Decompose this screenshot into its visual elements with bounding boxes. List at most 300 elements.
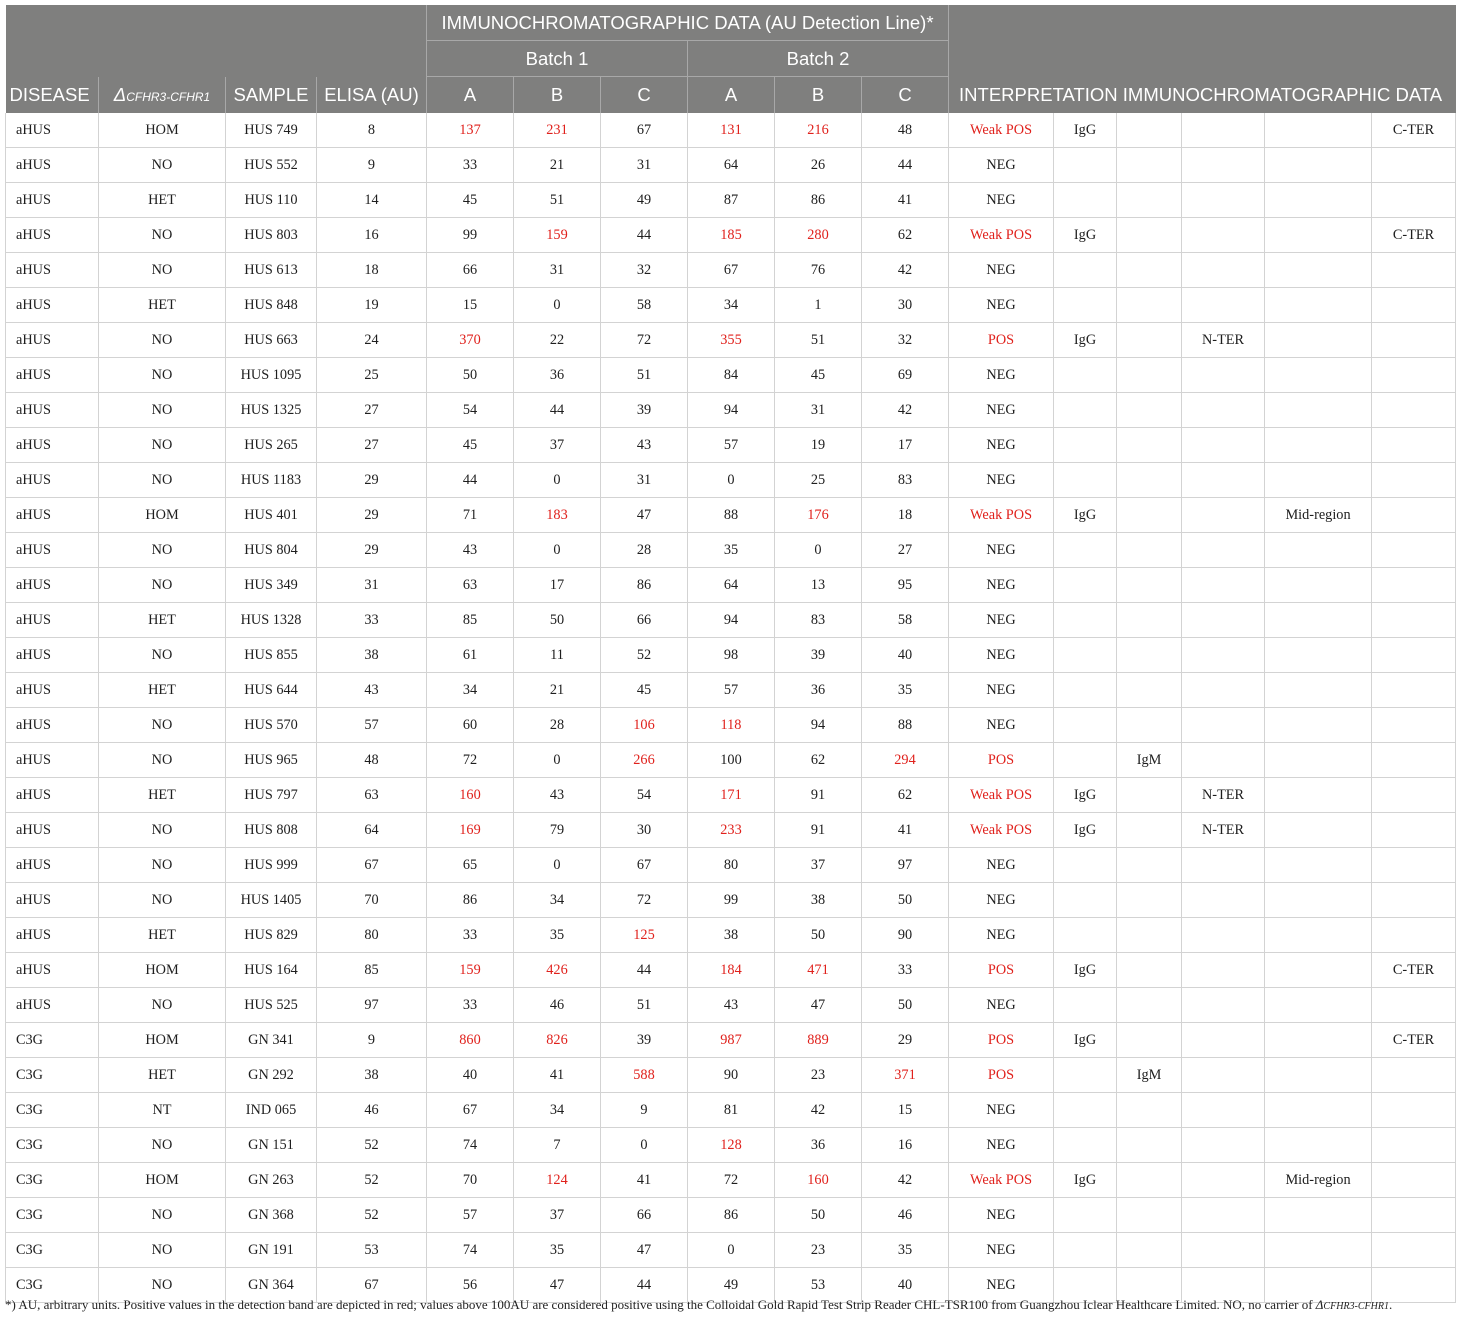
cell-n-ter	[1182, 183, 1265, 218]
cell-batch2-a: 99	[688, 883, 775, 918]
cell-igg	[1054, 848, 1117, 883]
cell-batch1-b: 231	[514, 113, 601, 148]
cell-delta: HET	[99, 778, 226, 813]
cell-interpretation: NEG	[949, 183, 1054, 218]
cell-mid-region: Mid-region	[1265, 1163, 1372, 1198]
cell-elisa: 25	[317, 358, 427, 393]
cell-disease: aHUS	[6, 918, 99, 953]
footnote	[5, 1297, 1460, 1313]
cell-delta: HOM	[99, 953, 226, 988]
table-row	[6, 533, 1456, 568]
cell-elisa: 63	[317, 778, 427, 813]
cell-disease: C3G	[6, 1128, 99, 1163]
cell-batch2-c: 90	[862, 918, 949, 953]
table-row	[6, 813, 1456, 848]
cell-batch2-b: 42	[775, 1093, 862, 1128]
cell-batch1-c: 72	[601, 323, 688, 358]
cell-igg	[1054, 253, 1117, 288]
cell-batch2-a: 43	[688, 988, 775, 1023]
cell-sample: HUS 803	[226, 218, 317, 253]
cell-n-ter: N-TER	[1182, 778, 1265, 813]
cell-c-ter	[1372, 1128, 1456, 1163]
cell-mid-region	[1265, 1058, 1372, 1093]
cell-batch2-c: 42	[862, 393, 949, 428]
cell-batch1-c: 58	[601, 288, 688, 323]
cell-batch1-c: 125	[601, 918, 688, 953]
cell-disease: C3G	[6, 1163, 99, 1198]
cell-interpretation: NEG	[949, 603, 1054, 638]
table-row	[6, 253, 1456, 288]
table-row	[6, 1128, 1456, 1163]
cell-batch2-c: 42	[862, 1163, 949, 1198]
cell-elisa: 64	[317, 813, 427, 848]
cell-igm	[1117, 638, 1182, 673]
cell-batch2-b: 1	[775, 288, 862, 323]
cell-igm	[1117, 183, 1182, 218]
cell-batch2-b: 23	[775, 1058, 862, 1093]
cell-elisa: 53	[317, 1233, 427, 1268]
header-blank	[6, 5, 427, 77]
cell-batch2-a: 81	[688, 1093, 775, 1128]
cell-c-ter	[1372, 393, 1456, 428]
cell-mid-region	[1265, 813, 1372, 848]
cell-c-ter	[1372, 358, 1456, 393]
table-row	[6, 113, 1456, 148]
cell-mid-region	[1265, 218, 1372, 253]
cell-batch1-b: 51	[514, 183, 601, 218]
cell-interpretation: NEG	[949, 1268, 1054, 1303]
table-row	[6, 568, 1456, 603]
cell-igm	[1117, 218, 1182, 253]
cell-disease: aHUS	[6, 953, 99, 988]
cell-batch1-a: 160	[427, 778, 514, 813]
cell-batch1-b: 34	[514, 883, 601, 918]
col-header-disease: DISEASE	[6, 77, 99, 114]
cell-delta: NO	[99, 393, 226, 428]
cell-batch1-b: 46	[514, 988, 601, 1023]
cell-batch1-b: 35	[514, 1233, 601, 1268]
cell-batch2-c: 15	[862, 1093, 949, 1128]
cell-batch1-b: 50	[514, 603, 601, 638]
cell-c-ter	[1372, 778, 1456, 813]
cell-sample: HUS 570	[226, 708, 317, 743]
table-row	[6, 183, 1456, 218]
cell-batch1-a: 56	[427, 1268, 514, 1303]
cell-interpretation: Weak POS	[949, 113, 1054, 148]
cell-batch1-b: 43	[514, 778, 601, 813]
cell-igm	[1117, 813, 1182, 848]
cell-batch2-a: 98	[688, 638, 775, 673]
cell-batch1-c: 43	[601, 428, 688, 463]
cell-batch1-b: 44	[514, 393, 601, 428]
cell-n-ter	[1182, 288, 1265, 323]
cell-interpretation: NEG	[949, 148, 1054, 183]
col-header-delta	[99, 77, 226, 114]
cell-batch1-b: 22	[514, 323, 601, 358]
cell-interpretation: NEG	[949, 358, 1054, 393]
cell-sample: HUS 1095	[226, 358, 317, 393]
cell-delta: NO	[99, 1233, 226, 1268]
cell-delta: NO	[99, 1198, 226, 1233]
cell-batch1-b: 36	[514, 358, 601, 393]
cell-batch2-a: 80	[688, 848, 775, 883]
table-row	[6, 953, 1456, 988]
cell-sample: HUS 525	[226, 988, 317, 1023]
footnote-text: *) AU, arbitrary units. Positive values in the detection band are depicted in red; values above 100AU are considered positive using the Colloidal Gold Rapid Test Strip Reader CHL-TSR100 from Guangzhou Iclear Healthcare Limited. NO, no carrier of	[5, 1297, 1316, 1312]
table-row	[6, 988, 1456, 1023]
cell-batch2-b: 91	[775, 778, 862, 813]
cell-elisa: 9	[317, 148, 427, 183]
cell-batch2-b: 50	[775, 1198, 862, 1233]
cell-disease: C3G	[6, 1093, 99, 1128]
header-blank-right	[949, 5, 1456, 77]
table-row	[6, 148, 1456, 183]
cell-batch2-c: 35	[862, 1233, 949, 1268]
cell-elisa: 14	[317, 183, 427, 218]
cell-mid-region	[1265, 533, 1372, 568]
cell-igm	[1117, 253, 1182, 288]
cell-batch1-c: 45	[601, 673, 688, 708]
cell-batch1-c: 51	[601, 358, 688, 393]
table-row	[6, 1058, 1456, 1093]
cell-igm	[1117, 918, 1182, 953]
cell-batch2-b: 37	[775, 848, 862, 883]
cell-elisa: 29	[317, 498, 427, 533]
cell-elisa: 9	[317, 1023, 427, 1058]
cell-batch1-c: 588	[601, 1058, 688, 1093]
cell-sample: HUS 1183	[226, 463, 317, 498]
cell-interpretation: NEG	[949, 708, 1054, 743]
cell-disease: aHUS	[6, 638, 99, 673]
cell-interpretation: Weak POS	[949, 1163, 1054, 1198]
cell-mid-region	[1265, 708, 1372, 743]
cell-batch2-c: 42	[862, 253, 949, 288]
cell-mid-region	[1265, 638, 1372, 673]
cell-elisa: 97	[317, 988, 427, 1023]
cell-batch1-b: 37	[514, 428, 601, 463]
cell-n-ter	[1182, 673, 1265, 708]
cell-disease: aHUS	[6, 813, 99, 848]
cell-batch2-a: 49	[688, 1268, 775, 1303]
cell-batch1-b: 37	[514, 1198, 601, 1233]
cell-mid-region	[1265, 428, 1372, 463]
cell-batch1-b: 21	[514, 148, 601, 183]
cell-sample: GN 263	[226, 1163, 317, 1198]
cell-igg	[1054, 988, 1117, 1023]
cell-batch1-a: 74	[427, 1128, 514, 1163]
cell-elisa: 27	[317, 428, 427, 463]
cell-igm	[1117, 1128, 1182, 1163]
cell-interpretation: NEG	[949, 253, 1054, 288]
cell-igg	[1054, 638, 1117, 673]
cell-c-ter	[1372, 148, 1456, 183]
cell-batch1-b: 159	[514, 218, 601, 253]
cell-n-ter	[1182, 218, 1265, 253]
cell-disease: aHUS	[6, 463, 99, 498]
cell-sample: GN 191	[226, 1233, 317, 1268]
cell-igg	[1054, 883, 1117, 918]
cell-disease: C3G	[6, 1198, 99, 1233]
cell-disease: aHUS	[6, 708, 99, 743]
cell-batch2-a: 355	[688, 323, 775, 358]
cell-mid-region: Mid-region	[1265, 498, 1372, 533]
cell-batch2-a: 118	[688, 708, 775, 743]
cell-batch2-b: 13	[775, 568, 862, 603]
cell-batch2-b: 50	[775, 918, 862, 953]
cell-delta: NO	[99, 428, 226, 463]
cell-elisa: 29	[317, 533, 427, 568]
cell-interpretation: Weak POS	[949, 813, 1054, 848]
cell-igm: IgM	[1117, 743, 1182, 778]
cell-igm	[1117, 428, 1182, 463]
cell-sample: GN 151	[226, 1128, 317, 1163]
cell-interpretation: NEG	[949, 1128, 1054, 1163]
cell-batch1-a: 71	[427, 498, 514, 533]
cell-batch1-c: 47	[601, 498, 688, 533]
cell-sample: GN 364	[226, 1268, 317, 1303]
cell-sample: GN 368	[226, 1198, 317, 1233]
cell-igg	[1054, 918, 1117, 953]
cell-n-ter	[1182, 918, 1265, 953]
cell-batch2-c: 97	[862, 848, 949, 883]
cell-n-ter	[1182, 1163, 1265, 1198]
cell-igg	[1054, 148, 1117, 183]
cell-batch1-a: 44	[427, 463, 514, 498]
cell-disease: aHUS	[6, 148, 99, 183]
cell-igm	[1117, 883, 1182, 918]
cell-elisa: 46	[317, 1093, 427, 1128]
cell-delta: HET	[99, 603, 226, 638]
cell-batch1-c: 47	[601, 1233, 688, 1268]
cell-igm	[1117, 393, 1182, 428]
cell-batch2-c: 17	[862, 428, 949, 463]
cell-n-ter	[1182, 1058, 1265, 1093]
results-table	[5, 5, 1456, 1303]
cell-disease: aHUS	[6, 288, 99, 323]
cell-mid-region	[1265, 848, 1372, 883]
cell-igm	[1117, 148, 1182, 183]
cell-disease: C3G	[6, 1233, 99, 1268]
cell-mid-region	[1265, 743, 1372, 778]
cell-elisa: 67	[317, 1268, 427, 1303]
cell-elisa: 48	[317, 743, 427, 778]
cell-batch2-c: 48	[862, 113, 949, 148]
batch-2-header: Batch 2	[688, 41, 949, 77]
cell-delta: NO	[99, 848, 226, 883]
cell-igm	[1117, 323, 1182, 358]
cell-batch1-b: 21	[514, 673, 601, 708]
cell-elisa: 18	[317, 253, 427, 288]
cell-igg	[1054, 708, 1117, 743]
cell-mid-region	[1265, 323, 1372, 358]
cell-batch1-b: 17	[514, 568, 601, 603]
footnote-delta-subscript: CFHR3-CFHR1	[1323, 1301, 1389, 1312]
cell-igg: IgG	[1054, 813, 1117, 848]
cell-batch1-b: 426	[514, 953, 601, 988]
cell-mid-region	[1265, 1198, 1372, 1233]
cell-c-ter	[1372, 253, 1456, 288]
cell-batch1-a: 50	[427, 358, 514, 393]
cell-batch2-c: 16	[862, 1128, 949, 1163]
col-header-elisa: ELISA (AU)	[317, 77, 427, 114]
cell-batch2-b: 26	[775, 148, 862, 183]
cell-batch2-a: 72	[688, 1163, 775, 1198]
table-body	[6, 113, 1456, 1303]
cell-batch2-c: 41	[862, 183, 949, 218]
cell-disease: aHUS	[6, 568, 99, 603]
cell-batch2-a: 100	[688, 743, 775, 778]
cell-igm: IgM	[1117, 1058, 1182, 1093]
cell-disease: aHUS	[6, 183, 99, 218]
cell-batch1-a: 99	[427, 218, 514, 253]
cell-mid-region	[1265, 113, 1372, 148]
cell-batch1-c: 44	[601, 1268, 688, 1303]
cell-mid-region	[1265, 988, 1372, 1023]
cell-sample: HUS 644	[226, 673, 317, 708]
cell-batch1-c: 266	[601, 743, 688, 778]
cell-n-ter	[1182, 148, 1265, 183]
cell-igg	[1054, 603, 1117, 638]
cell-igg: IgG	[1054, 113, 1117, 148]
cell-disease: aHUS	[6, 743, 99, 778]
cell-elisa: 85	[317, 953, 427, 988]
cell-delta: HET	[99, 1058, 226, 1093]
cell-sample: GN 341	[226, 1023, 317, 1058]
cell-mid-region	[1265, 1023, 1372, 1058]
cell-batch2-c: 35	[862, 673, 949, 708]
cell-batch1-c: 51	[601, 988, 688, 1023]
cell-delta: NO	[99, 743, 226, 778]
table-row	[6, 1023, 1456, 1058]
cell-batch2-a: 0	[688, 1233, 775, 1268]
cell-batch1-c: 32	[601, 253, 688, 288]
table-row	[6, 743, 1456, 778]
cell-batch1-b: 41	[514, 1058, 601, 1093]
cell-n-ter	[1182, 1128, 1265, 1163]
cell-sample: HUS 848	[226, 288, 317, 323]
cell-igg	[1054, 743, 1117, 778]
cell-igg	[1054, 183, 1117, 218]
cell-batch2-b: 76	[775, 253, 862, 288]
cell-n-ter	[1182, 463, 1265, 498]
cell-batch2-b: 19	[775, 428, 862, 463]
cell-delta: NO	[99, 568, 226, 603]
cell-interpretation: Weak POS	[949, 498, 1054, 533]
cell-batch2-a: 57	[688, 428, 775, 463]
cell-sample: HUS 164	[226, 953, 317, 988]
col-header-batch2-b: B	[775, 77, 862, 114]
cell-batch1-c: 52	[601, 638, 688, 673]
cell-batch1-a: 34	[427, 673, 514, 708]
cell-batch1-a: 860	[427, 1023, 514, 1058]
cell-c-ter	[1372, 918, 1456, 953]
cell-igg	[1054, 428, 1117, 463]
cell-interpretation: NEG	[949, 848, 1054, 883]
cell-mid-region	[1265, 288, 1372, 323]
cell-disease: aHUS	[6, 778, 99, 813]
cell-batch1-a: 33	[427, 918, 514, 953]
table-row	[6, 638, 1456, 673]
cell-batch1-a: 137	[427, 113, 514, 148]
group-title-header: IMMUNOCHROMATOGRAPHIC DATA (AU Detection Line)*	[427, 5, 949, 41]
cell-sample: HUS 552	[226, 148, 317, 183]
cell-batch2-a: 86	[688, 1198, 775, 1233]
cell-c-ter	[1372, 708, 1456, 743]
cell-batch2-b: 889	[775, 1023, 862, 1058]
table-row	[6, 323, 1456, 358]
cell-batch1-b: 35	[514, 918, 601, 953]
cell-batch2-c: 46	[862, 1198, 949, 1233]
cell-c-ter	[1372, 813, 1456, 848]
cell-batch2-a: 94	[688, 603, 775, 638]
cell-batch2-c: 40	[862, 638, 949, 673]
cell-igm	[1117, 358, 1182, 393]
cell-c-ter	[1372, 1093, 1456, 1128]
cell-igg	[1054, 358, 1117, 393]
cell-batch1-a: 370	[427, 323, 514, 358]
cell-sample: HUS 613	[226, 253, 317, 288]
cell-batch1-c: 31	[601, 463, 688, 498]
cell-batch1-b: 11	[514, 638, 601, 673]
cell-igm	[1117, 708, 1182, 743]
cell-batch2-c: 69	[862, 358, 949, 393]
cell-elisa: 19	[317, 288, 427, 323]
cell-igg	[1054, 393, 1117, 428]
cell-batch2-c: 95	[862, 568, 949, 603]
cell-batch1-a: 66	[427, 253, 514, 288]
cell-batch1-c: 54	[601, 778, 688, 813]
cell-c-ter	[1372, 743, 1456, 778]
table-row	[6, 1163, 1456, 1198]
cell-batch2-a: 0	[688, 463, 775, 498]
cell-sample: GN 292	[226, 1058, 317, 1093]
cell-batch1-a: 45	[427, 428, 514, 463]
cell-delta: HET	[99, 288, 226, 323]
cell-igg: IgG	[1054, 1023, 1117, 1058]
cell-batch2-a: 94	[688, 393, 775, 428]
table-row	[6, 603, 1456, 638]
cell-delta: NO	[99, 323, 226, 358]
table-row	[6, 883, 1456, 918]
cell-batch2-c: 58	[862, 603, 949, 638]
cell-mid-region	[1265, 778, 1372, 813]
cell-batch2-c: 62	[862, 778, 949, 813]
footnote-end: .	[1388, 1297, 1393, 1312]
cell-batch1-a: 60	[427, 708, 514, 743]
table-row	[6, 1093, 1456, 1128]
cell-delta: HOM	[99, 1163, 226, 1198]
cell-batch1-a: 67	[427, 1093, 514, 1128]
cell-batch1-c: 67	[601, 848, 688, 883]
cell-batch1-c: 49	[601, 183, 688, 218]
cell-igm	[1117, 1198, 1182, 1233]
cell-igg	[1054, 1093, 1117, 1128]
cell-delta: NO	[99, 253, 226, 288]
cell-batch2-a: 88	[688, 498, 775, 533]
cell-interpretation: POS	[949, 1058, 1054, 1093]
cell-c-ter: C-TER	[1372, 113, 1456, 148]
cell-batch1-c: 28	[601, 533, 688, 568]
cell-batch2-a: 84	[688, 358, 775, 393]
cell-mid-region	[1265, 568, 1372, 603]
cell-igm	[1117, 848, 1182, 883]
table-row	[6, 848, 1456, 883]
table-row	[6, 358, 1456, 393]
cell-batch2-c: 27	[862, 533, 949, 568]
col-header-batch2-c: C	[862, 77, 949, 114]
table-row	[6, 778, 1456, 813]
cell-batch1-c: 30	[601, 813, 688, 848]
